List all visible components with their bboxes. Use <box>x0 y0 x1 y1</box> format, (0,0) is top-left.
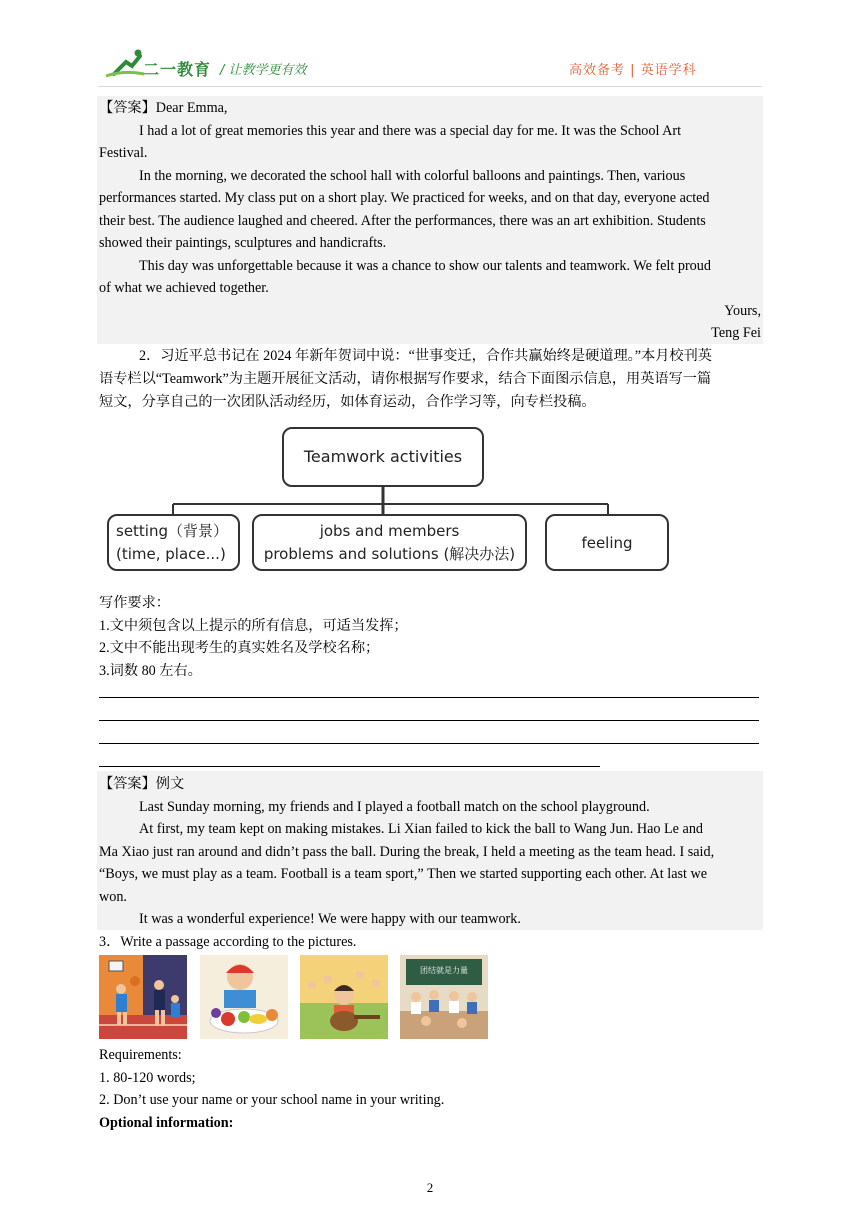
letter-closing: Yours, <box>724 303 761 319</box>
question2-line: 2．习近平总书记在 2024 年新年贺词中说：“世事变迁，合作共赢始终是硬道理。”本月校刊英 <box>139 348 712 364</box>
teamwork-diagram <box>103 424 673 576</box>
salutation: Dear Emma, <box>155 100 228 116</box>
requirement: 1. 80-120 words; <box>99 1070 196 1086</box>
letter-signature: Teng Fei <box>711 325 761 341</box>
diagram-feeling: feeling <box>581 534 633 552</box>
answer1-paragraph-line: In the morning, we decorated the school hall with colorful balloons and paintings. Then, various <box>139 168 686 184</box>
writing-requirement: 3.词数 80 左右。 <box>99 663 202 679</box>
answer1-first-line <box>99 98 227 118</box>
answer-blank-line <box>99 743 759 744</box>
answer1-paragraph-line: showed their paintings, sculptures and handicrafts. <box>99 235 387 251</box>
diagram-jobs: jobs and members <box>319 522 460 540</box>
page-number: 2 <box>426 1180 434 1195</box>
picture-classroom-teamwork <box>400 955 488 1039</box>
diagram-root: Teamwork activities <box>303 447 463 466</box>
answer2-line: won. <box>99 889 127 905</box>
writing-requirement: 2.文中不能出现考生的真实姓名及学校名称； <box>99 640 380 656</box>
answer2-line: At first, my team kept on making mistakes. Li Xian failed to kick the ball to Wang Jun. Hao Le and <box>139 821 704 837</box>
answer1-paragraph-line: Festival. <box>99 145 148 161</box>
answer2-line: It was a wonderful experience! We were happy with our teamwork. <box>139 911 521 927</box>
requirements-title: Requirements: <box>99 1047 182 1063</box>
picture-guitar <box>300 955 388 1039</box>
diagram-setting-title: setting（背景） <box>116 522 229 540</box>
answer-blank-line <box>99 720 759 721</box>
answer1-paragraph-line: performances started. My class put on a short play. We practiced for weeks, and on that day, everyone acted <box>99 190 710 206</box>
answer1-paragraph-line: This day was unforgettable because it was a chance to show our talents and teamwork. We felt proud <box>139 258 711 274</box>
writing-requirements-title: 写作要求： <box>99 595 170 611</box>
answer-label: 【答案】 <box>99 100 156 116</box>
question3-title: 3．Write a passage according to the pictures. <box>99 934 357 950</box>
requirement: 2. Don’t use your name or your school name in your writing. <box>99 1092 445 1108</box>
header-subject: 高效备考 | 英语学科 <box>569 63 697 78</box>
picture-basketball <box>99 955 187 1039</box>
answer-label: 【答案】例文 <box>99 776 185 792</box>
answer-blank-line <box>99 766 600 767</box>
diagram-setting-sub: (time, place...) <box>116 545 226 563</box>
picture-healthy-food <box>200 955 288 1039</box>
answer1-paragraph-line: of what we achieved together. <box>99 280 269 296</box>
diagram-problems: problems and solutions (解决办法) <box>263 545 516 563</box>
answer1-paragraph-line: their best. The audience laughed and cheered. After the performances, there was an art exhibition. Students <box>99 213 706 229</box>
answer2-line: “Boys, we must play as a team. Football is a team sport,” Then we started supporting each other. At last we <box>99 866 708 882</box>
blackboard-text: 团结就是力量 <box>420 966 468 975</box>
question2-line: 短文，分享自己的一次团队活动经历，如体育运动，合作学习等，向专栏投稿。 <box>99 394 596 410</box>
writing-requirement: 1.文中须包含以上提示的所有信息，可适当发挥； <box>99 618 408 634</box>
question2-line: 语专栏以“Teamwork”为主题开展征文活动，请你根据写作要求，结合下面图示信息，用英语写一篇 <box>99 371 712 387</box>
header-divider <box>98 86 762 87</box>
answer2-line: Last Sunday morning, my friends and I played a football match on the school playground. <box>139 799 650 815</box>
page-header <box>0 0 860 90</box>
answer-blank-line <box>99 697 759 698</box>
header-slogan: / 让教学更有效 <box>220 63 307 78</box>
logo-text: 二一教育 <box>143 60 212 79</box>
answer2-line: Ma Xiao just ran around and didn’t pass the ball. During the break, I held a meeting as the team head. I said, <box>99 844 715 860</box>
optional-information-title: Optional information: <box>99 1115 234 1131</box>
answer1-paragraph-line: I had a lot of great memories this year and there was a special day for me. It was the School Art <box>139 123 682 139</box>
